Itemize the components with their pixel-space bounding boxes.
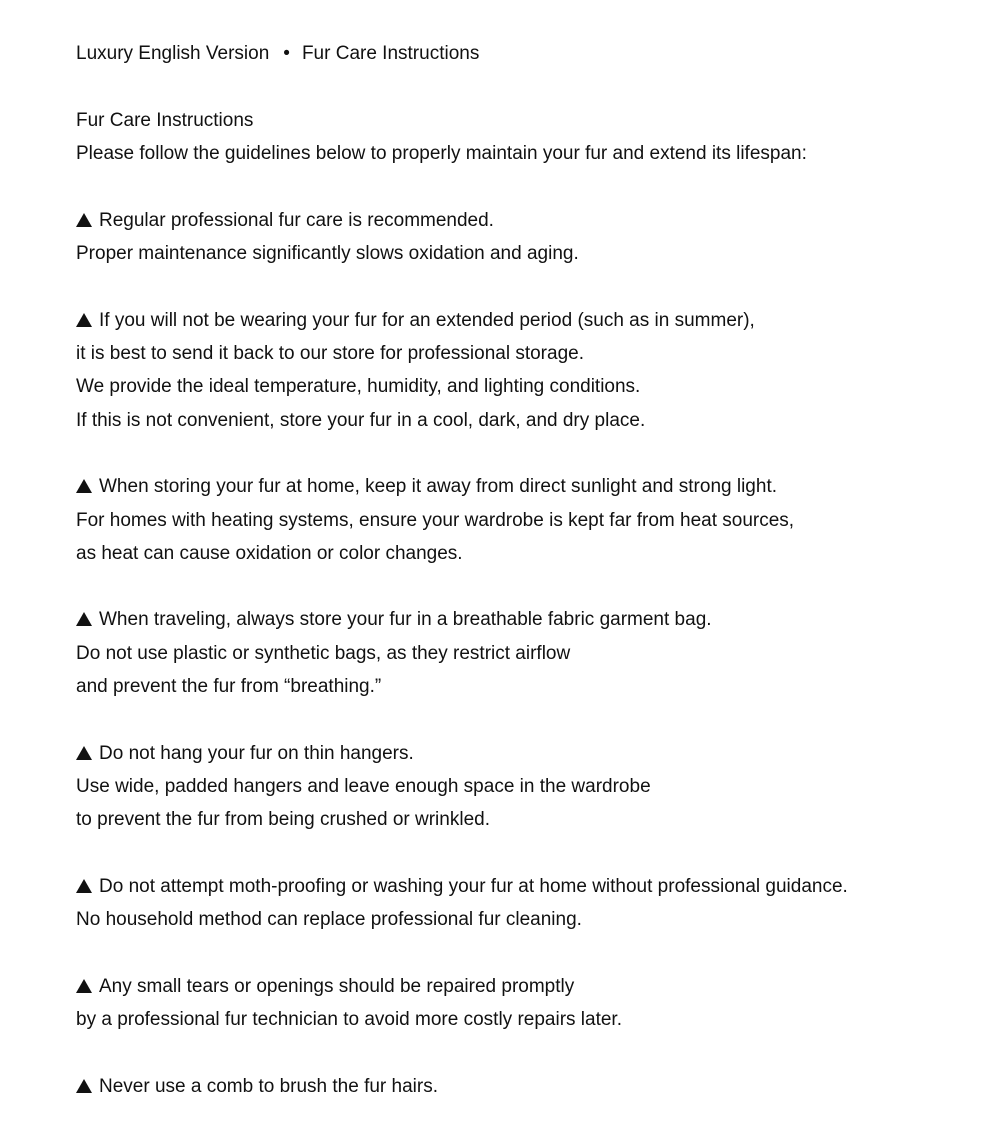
triangle-bullet-icon — [76, 879, 92, 893]
instruction-section — [76, 970, 960, 1037]
triangle-bullet-icon — [76, 479, 92, 493]
instruction-line — [76, 404, 960, 437]
instruction-line — [76, 504, 960, 537]
instruction-line — [76, 337, 960, 370]
instruction-text: Never use a comb to brush the fur hairs. — [99, 1075, 438, 1097]
instruction-lead-line — [76, 870, 960, 903]
instruction-text: No household method can replace professional fur cleaning. — [76, 909, 582, 931]
instruction-text: Do not attempt moth-proofing or washing your fur at home without professional guidance. — [99, 875, 848, 897]
triangle-bullet-icon — [76, 979, 92, 993]
instruction-line — [76, 370, 960, 403]
instruction-section — [76, 737, 960, 837]
triangle-bullet-icon — [76, 1079, 92, 1093]
version-label: Luxury English Version — [76, 43, 270, 64]
instruction-text: to prevent the fur from being crushed or wrinkled. — [76, 809, 490, 831]
instruction-line — [76, 803, 960, 836]
intro-block — [76, 104, 960, 171]
instruction-text: Any small tears or openings should be repaired promptly — [99, 975, 575, 997]
instruction-text: Use wide, padded hangers and leave enough space in the wardrobe — [76, 775, 651, 797]
instruction-text: and prevent the fur from “breathing.” — [76, 676, 382, 698]
header-title: Fur Care Instructions — [301, 43, 480, 64]
instruction-line — [76, 903, 960, 936]
instruction-text: as heat can cause oxidation or color changes. — [76, 542, 463, 564]
instruction-section — [76, 1070, 960, 1103]
instruction-lead-line — [76, 603, 960, 636]
instruction-line — [76, 670, 960, 703]
instruction-text: Do not hang your fur on thin hangers. — [99, 742, 414, 764]
instruction-section — [76, 304, 960, 437]
header-separator: • — [283, 43, 290, 64]
triangle-bullet-icon — [76, 313, 92, 327]
document-page — [76, 38, 960, 1103]
instruction-text: by a professional fur technician to avoid more costly repairs later. — [76, 1009, 622, 1031]
instruction-text: For homes with heating systems, ensure your wardrobe is kept far from heat sources, — [76, 509, 795, 531]
instruction-text: Do not use plastic or synthetic bags, as they restrict airflow — [76, 642, 571, 664]
instruction-section — [76, 603, 960, 703]
instruction-lead-line — [76, 470, 960, 503]
triangle-bullet-icon — [76, 612, 92, 626]
instruction-text: When storing your fur at home, keep it away from direct sunlight and strong light. — [99, 476, 777, 498]
instruction-line — [76, 537, 960, 570]
instruction-lead-line — [76, 970, 960, 1003]
instruction-line — [76, 237, 960, 270]
instruction-section — [76, 870, 960, 937]
intro-heading: Fur Care Instructions — [76, 110, 254, 131]
instruction-lead-line — [76, 304, 960, 337]
care-instructions-list — [76, 204, 960, 1103]
instruction-section — [76, 470, 960, 570]
intro-text: Please follow the guidelines below to properly maintain your fur and extend its lifespan: — [76, 143, 807, 165]
instruction-text: If this is not convenient, store your fur in a cool, dark, and dry place. — [76, 409, 646, 431]
instruction-lead-line — [76, 204, 960, 237]
instruction-text: We provide the ideal temperature, humidity, and lighting conditions. — [76, 376, 641, 398]
instruction-section — [76, 204, 960, 271]
instruction-text: it is best to send it back to our store for professional storage. — [76, 343, 584, 365]
instruction-line — [76, 1003, 960, 1036]
instruction-lead-line — [76, 1070, 960, 1103]
triangle-bullet-icon — [76, 746, 92, 760]
instruction-line — [76, 637, 960, 670]
instruction-text: Proper maintenance significantly slows oxidation and aging. — [76, 243, 579, 265]
document-header — [76, 38, 960, 70]
instruction-lead-line — [76, 737, 960, 770]
triangle-bullet-icon — [76, 213, 92, 227]
instruction-text: If you will not be wearing your fur for an extended period (such as in summer), — [99, 309, 755, 331]
instruction-text: Regular professional fur care is recommended. — [99, 209, 494, 231]
instruction-line — [76, 770, 960, 803]
instruction-text: When traveling, always store your fur in a breathable fabric garment bag. — [99, 609, 712, 631]
